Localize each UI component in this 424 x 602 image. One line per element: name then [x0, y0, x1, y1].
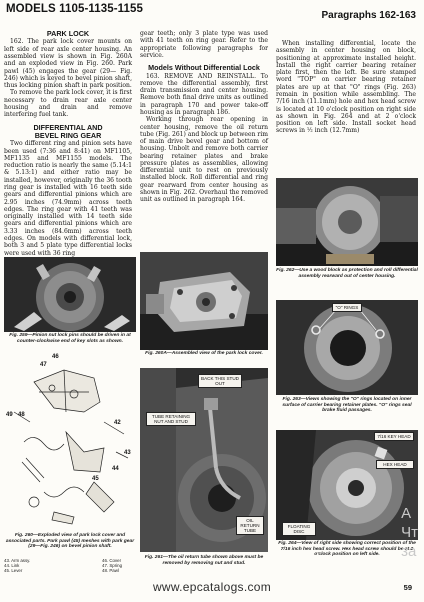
- page-header-paragraphs: Paragraphs 162-163: [321, 10, 416, 21]
- text-column-2: [140, 30, 268, 204]
- pinion-nut-illustration: [4, 257, 136, 332]
- paragraph-163: 163. REMOVE AND REINSTALL. To remove the differential assembly, first drain transmission and center housing. Remove both final drive units as outlined in paragraph 170 and power take-off housing as in paragraph 186.: [140, 72, 268, 116]
- park-lock-cover-illustration: [140, 252, 268, 350]
- caption-fig-263: Fig. 263—Views showing the "O" rings located on inner surface of carrier bearing retainer plates. "O" rings seal brake fluid passages.: [282, 397, 412, 414]
- legend-lever: 45. Lever: [4, 568, 23, 573]
- label-hex-head: HEX HEAD: [376, 460, 414, 469]
- o-rings-illustration: [276, 300, 418, 395]
- page-number: 59: [403, 583, 412, 592]
- side-watermark: [401, 504, 418, 561]
- caption-fig-259: Fig. 259—Pinion nut lock pins should be driven in at counter-clockwise end of key slots as shown.: [9, 333, 131, 344]
- caption-fig-262: Fig. 262—Use a wood block as protection and roll differential assembly rearward out of center housing.: [276, 268, 418, 279]
- figure-263-photo: [276, 300, 418, 395]
- part-label-45: 45: [92, 476, 99, 482]
- figure-262-photo: [276, 178, 418, 266]
- part-label-42: 42: [114, 420, 121, 426]
- part-label-44: 44: [112, 466, 119, 472]
- label-oil-return-tube: OIL RETURN TUBE: [236, 516, 264, 535]
- legend-arm-assy: 43. Arm assy.: [4, 558, 31, 563]
- part-label-46: 46: [52, 354, 59, 360]
- footer-url: www.epcatalogs.com: [152, 580, 272, 594]
- label-key-head: 7/16 KEY HEAD: [374, 432, 414, 441]
- caption-fig-260: Fig. 260—Exploded view of park lock cover and associated parts. Park pawl (45) meshes with park gear (29—Fig. 246) on bevel pinion shaft.: [5, 533, 135, 550]
- heading-park-lock: PARK LOCK: [46, 29, 90, 38]
- paragraph-162: 162. The park lock cover mounts on left side of rear axle center housing. An assembled view is shown in Fig. 260A and an exploded view in Fig. 260. Park pawl (45) engages the gear (29— Fig. 246) which is keyed to bevel pinion shaft, thus locking pinion shaft in park position.: [4, 38, 132, 90]
- label-back-stud-out: BACK THIS STUD OUT: [198, 374, 242, 388]
- part-label-49: 49: [6, 412, 13, 418]
- figure-259-photo: [4, 257, 136, 332]
- paragraph-park-lock-removal: To remove the park lock cover, it is first necessary to drain rear axle center housing and drain and remove interfering fuel tank.: [4, 89, 133, 119]
- paragraph-continued: gear teeth; only 3 plate type was used with 41 teeth on ring gear. Refer to the appropriate following paragraphs for service.: [140, 30, 268, 59]
- legend-cover: 46. Cover: [102, 558, 122, 563]
- paragraph-installing-differential: When installing differential, locate the assembly in center housing on block, positioning at approximate installed height. Install the right carrier bearing retainer plate first, then the left. Be sure stamped word "TOP" on carrier bearing retainer plates are up at that "O" rings (Fig. 263) remain in position while assembling. The 7/16 inch (11.1mm) hole and hex head screw is located at 10 o'clock position on right side as shown in Fig. 264 and at 2 o'clock position on left side. Install socket head screws in ½ inch (12.7mm): [276, 40, 416, 135]
- paragraph-ring-pinion-sets: Two different ring and pinion sets have been used (7:36 and 8:41) on MF1105, MF1135 and MF1155 models. The reduction ratio is nearly the same (5.14:1 & 5.13:1) and either ratio may be installed, however, originally the 36 tooth ring gear is installed with 16 teeth side gears and differential pinions which are 2.95 inches (74.9mm) across teeth edges. The ring gear with 41 teeth was originally installed with 14 teeth side gears and differential pinions which are 3.33 inches (84.6mm) across teeth edges. On models with differential lock, both 3 and 5 plate type differential locks were used with 36 ring: [4, 140, 132, 257]
- heading-differential-line2: BEVEL RING GEAR: [34, 130, 102, 140]
- figure-264-photo: [276, 430, 418, 540]
- label-tube-retaining-nut: TUBE RETAINING NUT AND STUD: [146, 412, 196, 426]
- text-column-3: [276, 40, 416, 135]
- figure-261-photo: [140, 368, 268, 552]
- caption-fig-260a: Fig. 260A—Assembled view of the park lock cover.: [145, 351, 263, 356]
- text-column-1: [4, 30, 132, 257]
- watermark-line-3: за: [401, 543, 417, 560]
- legend-link: 44. Link: [4, 563, 20, 568]
- figure-260a-photo: [140, 252, 268, 350]
- legend-spring: 47. Spring: [102, 563, 123, 568]
- part-label-43: 43: [124, 450, 131, 456]
- watermark-line-2: Чт: [401, 524, 418, 541]
- page-header-models: MODELS 1105-1135-1155: [6, 3, 143, 15]
- caption-fig-261: Fig. 261—The oil return tube shown above must be removed by removing nut and stud.: [144, 555, 264, 566]
- label-o-rings: "O" RINGS: [332, 303, 362, 312]
- part-label-48: 48: [18, 412, 25, 418]
- figure-260-exploded-view: [4, 352, 136, 532]
- part-label-47: 47: [40, 362, 47, 368]
- caption-fig-264: Fig. 264—View of right side showing correct position of the 7/16 inch hex head screw. Hex head screw should be at 2 o'clock position on left side.: [278, 541, 416, 558]
- heading-models-without-diff-lock: Models Without Differential Lock: [148, 63, 260, 73]
- label-floating-disc: FLOATING DISC: [282, 522, 316, 536]
- paragraph-oil-return-tube: Working through rear opening in center housing, remove the oil return tube (Fig. 261) and block up between rim of main drive bevel gear and bottom of housing. Unbolt and remove both carrier bearing retainer plates and brake pressure plates as assemblies, allowing differential unit to rest on previously installed block. Roll differential and ring gear rearward from center housing as shown in Fig. 262. Overhaul the removed unit as outlined in paragraph 164.: [140, 116, 268, 204]
- legend-pawl: 48. Pawl: [102, 568, 119, 573]
- watermark-line-1: A: [401, 505, 412, 522]
- heading-differential-line1: DIFFERENTIAL AND: [33, 122, 103, 132]
- park-lock-exploded-drawing: [4, 352, 136, 532]
- differential-rollout-illustration: [276, 178, 418, 266]
